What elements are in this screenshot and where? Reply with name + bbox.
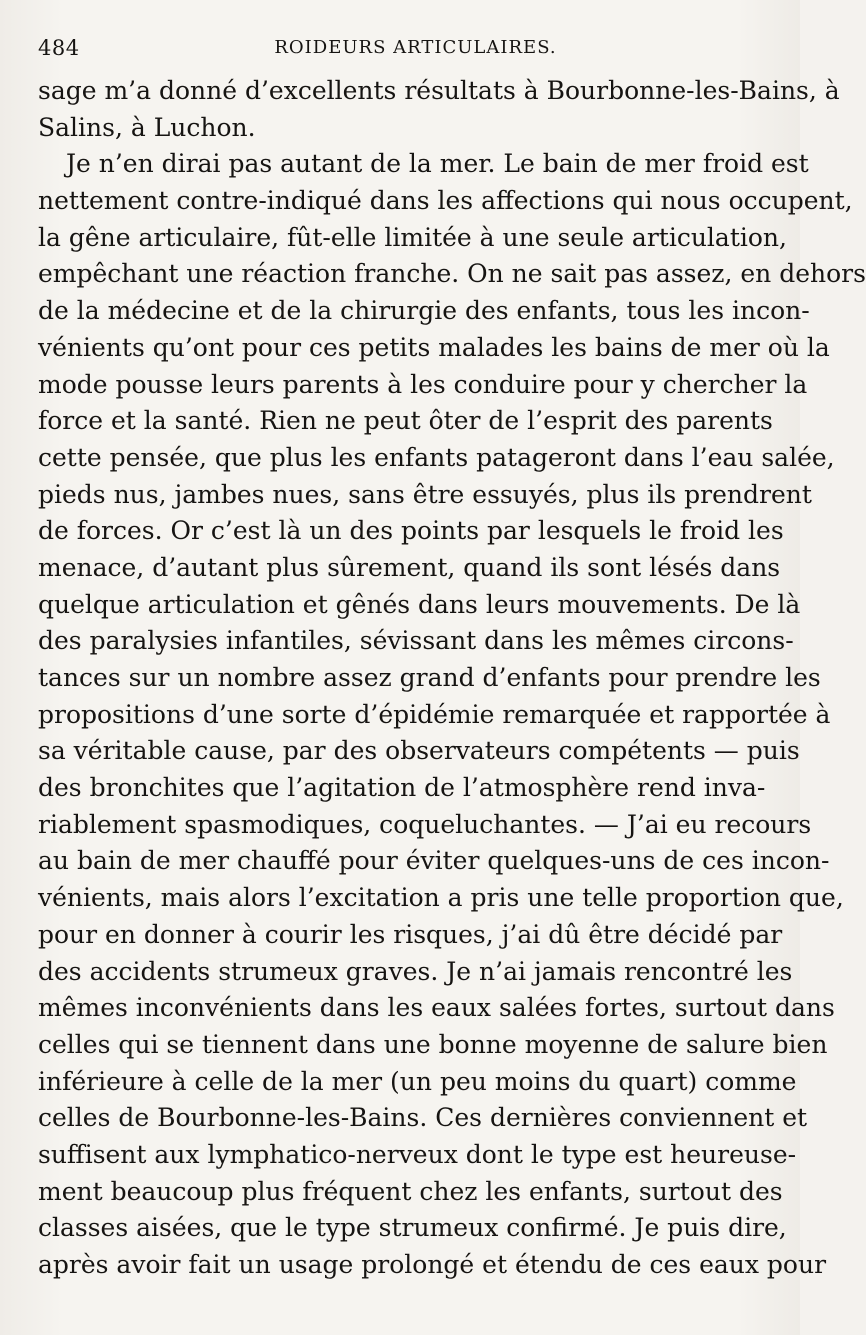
text-line: force et la santé. Rien ne peut ôter de l’esprit des parents	[38, 406, 773, 436]
text-line: pieds nus, jambes nues, sans être essuyés, plus ils prendrent	[38, 479, 812, 509]
text-line: celles de Bourbonne-les-Bains. Ces dernières conviennent et	[38, 1103, 808, 1133]
text-line: sa véritable cause, par des observateurs compétents — puis	[38, 736, 800, 766]
text-line: riablement spasmodiques, coqueluchantes. — J’ai eu recours	[38, 809, 812, 839]
text-line: Salins, à Luchon.	[38, 112, 256, 142]
text-line: suffisent aux lymphatico-nerveux dont le type est heureuse-	[38, 1139, 797, 1169]
text-line: cette pensée, que plus les enfants patageront dans l’eau salée,	[38, 442, 835, 472]
text-line: sage m’a donné d’excellents résultats à Bourbonne-les-Bains, à	[38, 76, 840, 105]
text-line: classes aisées, que le type strumeux confirmé. Je puis dire,	[38, 1213, 787, 1243]
text-line: au bain de mer chauffé pour éviter quelques-uns de ces incon-	[38, 846, 830, 876]
text-line: menace, d’autant plus sûrement, quand ils sont lésés dans	[38, 552, 781, 582]
text-line: après avoir fait un usage prolongé et étendu de ces eaux pour	[38, 1250, 827, 1279]
text-line: nettement contre-indiqué dans les affections qui nous occupent,	[38, 186, 853, 216]
text-line: de forces. Or c’est là un des points par lesquels le froid les	[38, 516, 784, 546]
text-line: vénients, mais alors l’excitation a pris une telle proportion que,	[38, 883, 844, 913]
text-line: des accidents strumeux graves. Je n’ai jamais rencontré les	[38, 956, 793, 986]
body-text	[38, 73, 866, 1284]
text-line: des paralysies infantiles, sévissant dans les mêmes circons-	[38, 626, 794, 656]
text-line: inférieure à celle de la mer (un peu moins du quart) comme	[38, 1066, 797, 1096]
text-line: tances sur un nombre assez grand d’enfants pour prendre les	[38, 663, 821, 692]
paragraph-first-line: Je n’en dirai pas autant de la mer. Le bain de mer froid est	[66, 149, 809, 179]
page-number: 484	[38, 36, 80, 60]
text-line: la gêne articulaire, fût-elle limitée à une seule articulation,	[38, 222, 787, 252]
text-line: des bronchites que l’agitation de l’atmosphère rend inva-	[38, 773, 766, 803]
text-line: empêchant une réaction franche. On ne sait pas assez, en dehors	[38, 259, 866, 289]
text-line: vénients qu’ont pour ces petits malades les bains de mer où la	[38, 332, 830, 362]
text-line: propositions d’une sorte d’épidémie remarquée et rapportée à	[38, 699, 831, 729]
running-head: ROIDEURS ARTICULAIRES.	[274, 37, 557, 58]
text-line: celles qui se tiennent dans une bonne moyenne de salure bien	[38, 1029, 828, 1059]
text-line: mode pousse leurs parents à les conduire pour y chercher la	[38, 369, 808, 399]
text-line: quelque articulation et gênés dans leurs mouvements. De là	[38, 589, 801, 619]
text-line: de la médecine et de la chirurgie des enfants, tous les incon-	[38, 296, 810, 326]
page-header	[38, 36, 763, 66]
text-line: ment beaucoup plus fréquent chez les enfants, surtout des	[38, 1176, 783, 1206]
text-line: pour en donner à courir les risques, j’ai dû être décidé par	[38, 919, 783, 949]
text-line: mêmes inconvénients dans les eaux salées fortes, surtout dans	[38, 993, 835, 1023]
